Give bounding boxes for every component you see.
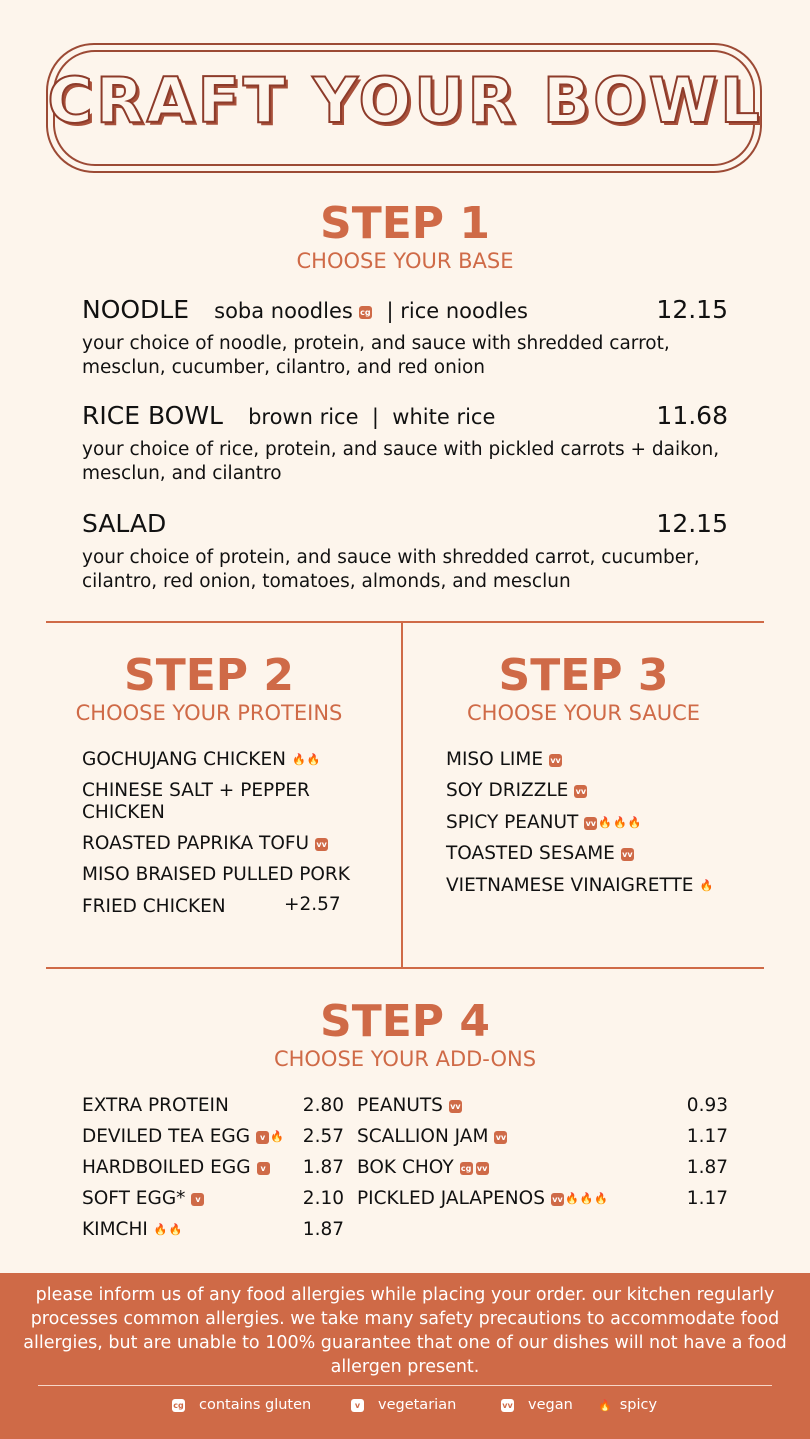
step3-section [403,652,764,726]
base-description: your choice of noodle, protein, and sauce with shredded carrot, mesclun, cucumber, cilantro, and red onion [82,333,670,378]
sauce-item: VIETNAMESE VINAIGRETTE 🔥 [446,875,714,896]
spicy-icon: 🔥 [594,1192,609,1205]
step4-section [0,998,810,1072]
vegetarian-icon: v [351,1399,364,1412]
base-price: 12.15 [656,509,728,538]
sauce-item: MISO LIME vv [446,749,561,770]
base-description: your choice of protein, and sauce with shredded carrot, cucumber, cilantro, red onion, tomatoes, almonds, and mesclun [82,547,700,592]
addon-price: 1.87 [302,1157,344,1178]
vegan-icon: vv [502,1400,513,1410]
spicy-icon: 🔥 [291,753,306,766]
step4-heading: STEP 4 [320,996,490,1047]
protein-item: CHINESE SALT + PEPPER CHICKEN [82,780,310,823]
vegan-icon: vv [550,755,561,765]
protein-item: GOCHUJANG CHICKEN 🔥🔥 [82,749,321,770]
spicy-icon: 🔥 [627,816,642,829]
step2-subheading: CHOOSE YOUR PROTEINS [75,701,343,725]
vegan-icon: vv [495,1132,507,1142]
vegan-icon: vv [450,1101,461,1111]
vegan-icon: vv [575,786,587,796]
allergy-notice: please inform us of any food allergies while placing your order. our kitchen regularly processes common allergies. we take many safety precautions to accommodate food allergies, but are unable to 100% guarantee that one of our dishes will not have a food allergen present. [23,1285,787,1377]
footer-divider [38,1385,772,1386]
addon-price: 2.57 [302,1126,344,1147]
vegan-icon: vv [476,1163,488,1173]
spicy-icon: 🔥 [598,816,613,829]
addon-price: 1.87 [302,1219,344,1240]
vegetarian-icon: v [191,1193,204,1206]
vegan-icon: vv [552,1194,563,1204]
addon-price: 1.17 [686,1126,728,1147]
spicy-icon: 🔥 [579,1192,594,1205]
base-description: your choice of rice, protein, and sauce with pickled carrots + daikon, mesclun, and cilantro [82,439,720,484]
addon-item: DEVILED TEA EGG v 🔥 [82,1126,284,1147]
addon-item: EXTRA PROTEIN [82,1095,229,1116]
base-name: NOODLE [82,295,190,324]
addon-item: BOK CHOY cg vv [357,1157,488,1178]
gluten-icon: cg [360,307,371,317]
spicy-icon: 🔥 [598,1399,612,1412]
addon-price: 2.80 [302,1095,344,1116]
sauce-item: SOY DRIZZLE vv [446,780,587,801]
vegan-icon: vv [622,849,633,859]
vegan-icon: vv [316,839,327,849]
base-options: soba noodles cg | rice noodles [214,299,528,323]
step2-heading: STEP 2 [124,650,294,701]
menu-title: CRAFT YOUR BOWL [47,64,763,137]
sauce-item: TOASTED SESAME vv [446,843,633,864]
base-price: 12.15 [656,295,728,324]
addon-price: 0.93 [686,1095,728,1116]
sauce-item: SPICY PEANUT vv 🔥🔥🔥 [446,812,642,833]
addon-price: 1.87 [686,1157,728,1178]
protein-item: ROASTED PAPRIKA TOFU vv [82,833,327,854]
spicy-icon: 🔥 [270,1130,284,1143]
addon-item: HARDBOILED EGG v [82,1157,270,1179]
step1-section [0,200,810,274]
base-price: 11.68 [656,401,728,430]
step1-subheading: CHOOSE YOUR BASE [296,249,514,273]
base-options: brown rice | white rice [248,405,496,429]
vegetarian-icon: v [257,1162,270,1175]
base-name: RICE BOWL [82,401,223,430]
protein-item: FRIED CHICKEN [82,896,226,917]
legend-vegan: vv vegan [502,1397,573,1413]
step3-subheading: CHOOSE YOUR SAUCE [466,701,701,725]
addon-item: PEANUTS vv [357,1095,461,1116]
protein-item: MISO BRAISED PULLED PORK [82,864,350,885]
protein-price: +2.57 [284,894,341,915]
base-noodle [82,295,728,324]
step2-section [46,652,372,726]
divider [46,967,764,969]
legend-gluten: cg contains gluten [173,1397,312,1413]
addon-item: KIMCHI 🔥🔥 [82,1219,183,1240]
addon-item: SOFT EGG* v [82,1188,204,1210]
spicy-icon: 🔥 [613,816,627,829]
base-salad [82,509,728,538]
addon-item: PICKLED JALAPENOS vv 🔥🔥🔥 [357,1188,609,1209]
spicy-icon: 🔥 [306,753,321,766]
gluten-icon: cg [173,1400,184,1410]
step1-heading: STEP 1 [320,198,490,249]
step4-subheading: CHOOSE YOUR ADD-ONS [273,1047,537,1071]
spicy-icon: 🔥 [564,1192,579,1205]
spicy-icon: 🔥 [699,879,714,892]
legend-spicy: 🔥 spicy [598,1397,658,1413]
vegetarian-icon: v [256,1131,269,1144]
spicy-icon: 🔥 [168,1223,183,1236]
allergy-footer [0,1273,810,1439]
divider [46,621,764,623]
spicy-icon: 🔥 [153,1223,168,1236]
base-rice-bowl [82,401,728,430]
base-name: SALAD [82,509,167,538]
legend-vegetarian: v vegetarian [351,1397,456,1413]
addon-price: 1.17 [686,1188,728,1209]
gluten-icon: cg [460,1163,472,1173]
step3-heading: STEP 3 [498,650,669,701]
addon-price: 2.10 [302,1188,344,1209]
vegan-icon: vv [585,818,597,828]
addon-item: SCALLION JAM vv [357,1126,507,1147]
